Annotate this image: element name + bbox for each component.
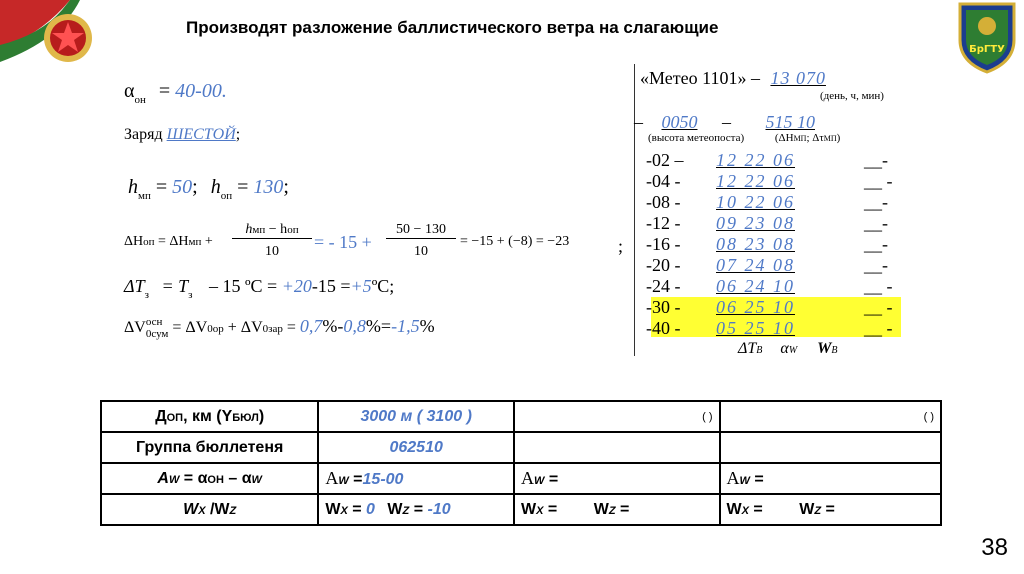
bulletin-group-value: 062510: [318, 432, 514, 463]
distance-cell-3: ( ): [720, 401, 941, 432]
charge-line: Заряд ШЕСТОЙ;: [124, 126, 241, 143]
row-label-aw: AW = αОН – αW: [101, 463, 318, 494]
svg-text:БрГТУ: БрГТУ: [969, 44, 1005, 55]
wxwz-cell-1: WX = 0 WZ = -10: [318, 494, 514, 525]
table-row: [101, 463, 941, 494]
delta-t-line: $\Delta T_з = T_з - 15$ ºC = +20-15 =+5ºC;: [124, 276, 395, 301]
distance-value: 3000 м ( 3100 ): [318, 401, 514, 432]
delta-h-formula: ΔHоп = ΔHмп + hмп − hоп 10 = - 15 + 50 − 130 10 = −15 + (−8) = −23 ;: [124, 222, 624, 259]
meteo-footer: ΔTB αW WB: [738, 340, 838, 357]
distance-cell-2: ( ): [514, 401, 720, 432]
meteo-header: «Метео 1101» – 13 070: [640, 68, 826, 88]
meteo-row2: – 0050 – 515 10: [634, 112, 815, 132]
aw-cell-3: AW =: [720, 463, 941, 494]
wxwz-cell-3: WX = WZ =: [720, 494, 941, 525]
wxwz-cell-2: WX = WZ =: [514, 494, 720, 525]
meteo-row2-caption: (высота метеопоста) (ΔHМП; ΔτМП): [648, 132, 841, 144]
army-star-emblem-icon: [0, 0, 100, 72]
charge-value: ШЕСТОЙ: [166, 126, 236, 143]
table-row: [101, 401, 941, 432]
row-label-wx-wz: WX /WZ: [101, 494, 318, 525]
page-number: 38: [981, 534, 1008, 561]
aw-cell-2: AW =: [514, 463, 720, 494]
row-label-bulletin-group: Группа бюллетеня: [101, 432, 318, 463]
slide-title: Производят разложение баллистического ветра на слагающие: [186, 18, 719, 37]
university-shield-logo: [956, 0, 1018, 74]
row-label-distance: ДОП, км (YБЮЛ): [101, 401, 318, 432]
aw-cell-1: AW =15-00: [318, 463, 514, 494]
bulletin-group-cell-2: [514, 432, 720, 463]
meteo-divider: [634, 64, 635, 356]
heights-line: $h_{мп} = 50$; $h_{оп} = 130$;: [128, 176, 289, 202]
alpha-on-line: $\alpha_{он} = 40-00$.: [124, 80, 227, 106]
bulletin-group-cell-3: [720, 432, 941, 463]
delta-v-line: ΔV осн 0сум = ΔV0ор + ΔV0зар = 0,7%-0,8%=-1,5%: [124, 316, 435, 341]
bulletin-table: [100, 400, 942, 526]
alpha-on-value: 40-00.: [175, 80, 227, 102]
table-row: [101, 494, 941, 525]
meteo-header-caption: (день, ч, мин): [820, 90, 884, 102]
table-row: [101, 432, 941, 463]
